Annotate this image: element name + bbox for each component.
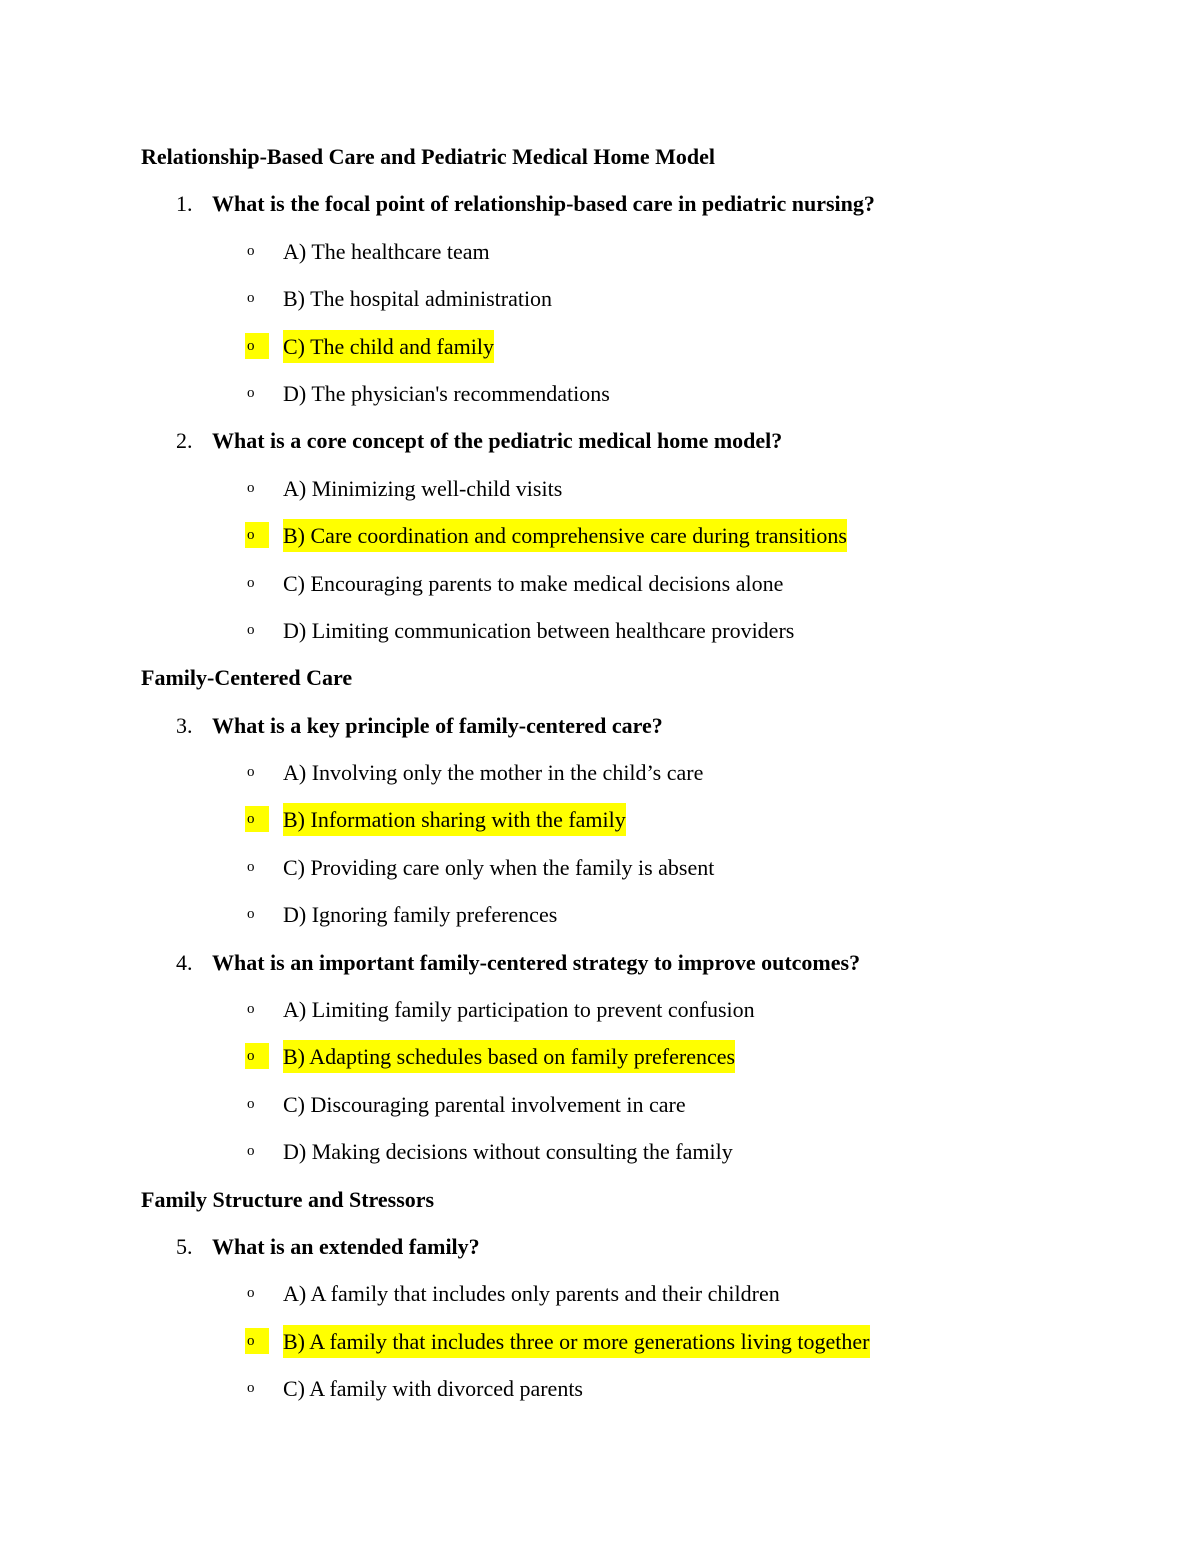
question-text: What is a key principle of family-centered care? (212, 712, 663, 738)
bullet-icon (247, 796, 283, 843)
option-label (283, 465, 562, 512)
bullet-glyph: o (247, 290, 255, 307)
answer-option-highlighted (141, 796, 1101, 843)
section-heading: Family-Centered Care (141, 665, 353, 691)
option-label (283, 796, 626, 843)
answer-option (141, 1128, 1101, 1175)
bullet-glyph: o (247, 1285, 255, 1302)
question-number: 1. (176, 191, 193, 217)
option-label (283, 986, 755, 1033)
answer-option-highlighted (141, 323, 1101, 370)
bullet-glyph: o (245, 333, 269, 359)
answer-option (141, 228, 1101, 275)
option-text: A) The healthcare team (283, 238, 490, 264)
answer-option-highlighted (141, 512, 1101, 559)
answer-option (141, 370, 1101, 417)
answer-option-highlighted (141, 1033, 1101, 1080)
option-text: B) Care coordination and comprehensive care during transitions (283, 519, 847, 552)
option-text: C) Encouraging parents to make medical decisions alone (283, 570, 784, 596)
bullet-icon (247, 228, 283, 275)
question-number: 5. (176, 1233, 193, 1259)
bullet-glyph: o (245, 1328, 269, 1354)
question-text: What is an extended family? (212, 1233, 480, 1259)
option-text: D) Ignoring family preferences (283, 902, 558, 928)
option-text: D) Limiting communication between healthcare providers (283, 617, 795, 643)
option-text: D) The physician's recommendations (283, 380, 610, 406)
question-number: 2. (176, 428, 193, 454)
option-text: D) Making decisions without consulting the family (283, 1139, 733, 1165)
bullet-glyph: o (247, 479, 255, 496)
question (141, 939, 1101, 986)
option-label (283, 512, 847, 559)
option-label (283, 323, 494, 370)
bullet-glyph: o (247, 1380, 255, 1397)
bullet-icon (247, 370, 283, 417)
option-label (283, 1128, 733, 1175)
bullet-icon (247, 560, 283, 607)
answer-option (141, 560, 1101, 607)
answer-option (141, 1081, 1101, 1128)
bullet-icon (247, 275, 283, 322)
answer-option (141, 465, 1101, 512)
bullet-icon (247, 465, 283, 512)
option-label (283, 1270, 780, 1317)
bullet-icon (247, 1128, 283, 1175)
bullet-glyph: o (247, 1095, 255, 1112)
question-text: What is a core concept of the pediatric medical home model? (212, 428, 783, 454)
option-label (283, 844, 714, 891)
option-text: C) Discouraging parental involvement in care (283, 1091, 686, 1117)
answer-option (141, 986, 1101, 1033)
bullet-glyph: o (247, 858, 255, 875)
option-text: A) Minimizing well-child visits (283, 475, 563, 501)
bullet-icon (247, 1318, 283, 1365)
bullet-glyph: o (245, 522, 269, 548)
bullet-icon (247, 1270, 283, 1317)
section-heading: Relationship-Based Care and Pediatric Medical Home Model (141, 144, 715, 169)
answer-option (141, 749, 1101, 796)
option-text: B) A family that includes three or more generations living together (283, 1325, 870, 1358)
answer-option (141, 607, 1101, 654)
bullet-glyph: o (247, 1001, 255, 1018)
bullet-glyph: o (247, 384, 255, 401)
option-text: A) Involving only the mother in the child’s care (283, 760, 704, 786)
section-heading: Family Structure and Stressors (141, 1186, 435, 1212)
bullet-glyph: o (247, 1143, 255, 1160)
question-number: 4. (176, 949, 193, 975)
question-text: What is the focal point of relationship-based care in pediatric nursing? (212, 191, 875, 217)
bullet-icon (247, 323, 283, 370)
answer-option (141, 844, 1101, 891)
document-body (141, 133, 1101, 1413)
bullet-glyph: o (245, 806, 269, 832)
option-label (283, 1365, 583, 1412)
answer-option (141, 1365, 1101, 1412)
option-label (283, 1081, 686, 1128)
question-number: 3. (176, 712, 193, 738)
bullet-icon (247, 1033, 283, 1080)
option-label (283, 228, 490, 275)
bullet-icon (247, 891, 283, 938)
question (141, 702, 1101, 749)
option-text: C) The child and family (283, 330, 494, 363)
bullet-icon (247, 749, 283, 796)
option-label (283, 607, 794, 654)
option-label (283, 1318, 870, 1365)
option-text: B) Information sharing with the family (283, 803, 626, 836)
bullet-glyph: o (247, 574, 255, 591)
bullet-glyph: o (247, 764, 255, 781)
question (141, 180, 1101, 227)
option-text: B) Adapting schedules based on family preferences (283, 1040, 735, 1073)
option-text: B) The hospital administration (283, 286, 553, 312)
option-label (283, 560, 783, 607)
bullet-icon (247, 1081, 283, 1128)
question (141, 417, 1101, 464)
bullet-glyph: o (247, 242, 255, 259)
option-text: A) A family that includes only parents and their children (283, 1281, 780, 1307)
answer-option (141, 891, 1101, 938)
bullet-icon (247, 986, 283, 1033)
option-text: C) A family with divorced parents (283, 1376, 583, 1402)
option-label (283, 370, 610, 417)
answer-option (141, 1270, 1101, 1317)
bullet-icon (247, 512, 283, 559)
bullet-icon (247, 1365, 283, 1412)
bullet-icon (247, 844, 283, 891)
bullet-icon (247, 607, 283, 654)
bullet-glyph: o (247, 621, 255, 638)
option-label (283, 1033, 735, 1080)
bullet-glyph: o (245, 1043, 269, 1069)
question (141, 1223, 1101, 1270)
option-label (283, 749, 703, 796)
option-label (283, 891, 557, 938)
answer-option-highlighted (141, 1318, 1101, 1365)
question-text: What is an important family-centered strategy to improve outcomes? (212, 949, 861, 975)
option-text: A) Limiting family participation to prevent confusion (283, 997, 755, 1023)
answer-option (141, 275, 1101, 322)
option-text: C) Providing care only when the family is absent (283, 854, 715, 880)
bullet-glyph: o (247, 906, 255, 923)
option-label (283, 275, 552, 322)
